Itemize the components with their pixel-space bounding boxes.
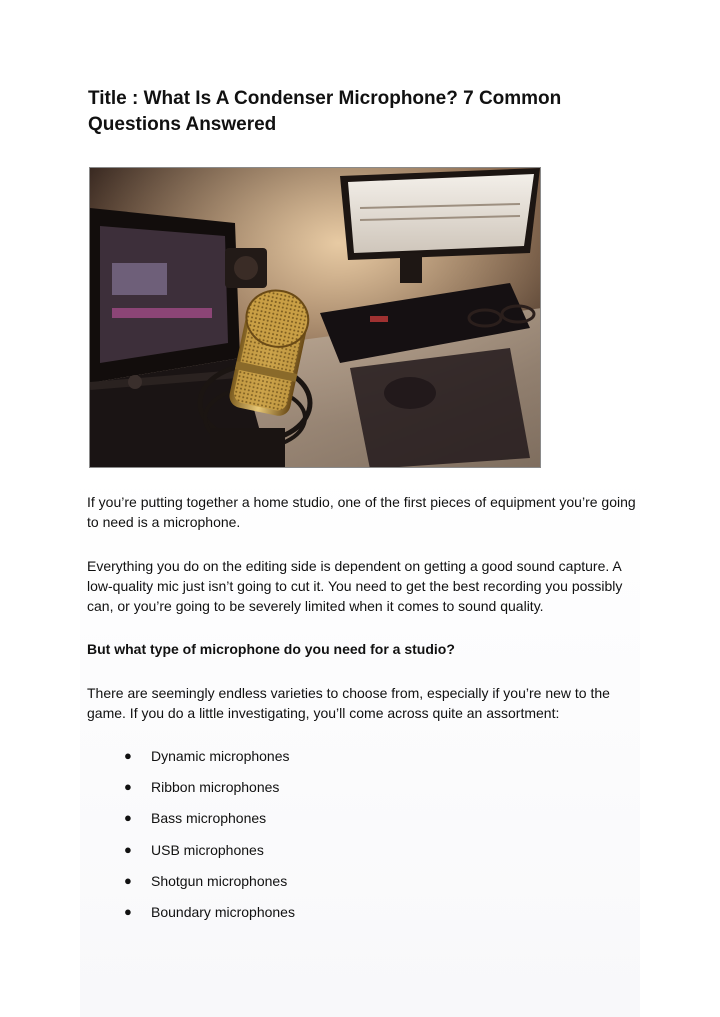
list-item-label: Dynamic microphones	[151, 748, 290, 764]
studio-microphone-photo	[89, 167, 541, 468]
list-item-label: Ribbon microphones	[151, 779, 280, 796]
editing-paragraph: Everything you do on the editing side is dependent on getting a good sound capture. A low-quality mic just isn’t going to cut it. You need to get the best recording you possibly can, or you’re going to be severely limited when it comes to sound quality.	[87, 558, 623, 614]
list-item	[0, 902, 720, 933]
studio-microphone-illustration	[90, 168, 541, 468]
bullet-icon: ●	[124, 748, 132, 763]
list-item-label: USB microphones	[151, 841, 264, 858]
intro-paragraph: If you’re putting together a home studio, one of the first pieces of equipment you’re going to need is a microphone.	[87, 494, 636, 530]
list-item	[0, 840, 720, 871]
bullet-icon: ●	[124, 779, 132, 795]
page-shade	[80, 470, 640, 1017]
list-item	[0, 871, 720, 902]
bullet-icon: ●	[124, 841, 132, 857]
list-item	[0, 777, 720, 808]
document-title: Title : What Is A Condenser Microphone? 7 Common Questions Answered	[88, 88, 562, 135]
bullet-icon: ●	[124, 810, 132, 826]
list-item-label: Shotgun microphones	[151, 872, 288, 889]
bullet-icon: ●	[124, 872, 132, 888]
microphone-types-list	[0, 746, 720, 933]
question-heading: But what type of microphone do you need for a studio?	[87, 641, 455, 657]
list-item	[0, 746, 720, 777]
list-item-label: Bass microphones	[151, 810, 267, 827]
list-item-label: Boundary microphones	[151, 903, 295, 920]
bullet-icon: ●	[124, 903, 132, 919]
varieties-paragraph: There are seemingly endless varieties to choose from, especially if you’re new to the game. If you do a little investigating, you’ll come across quite an assortment:	[87, 685, 610, 721]
list-item	[0, 808, 720, 839]
